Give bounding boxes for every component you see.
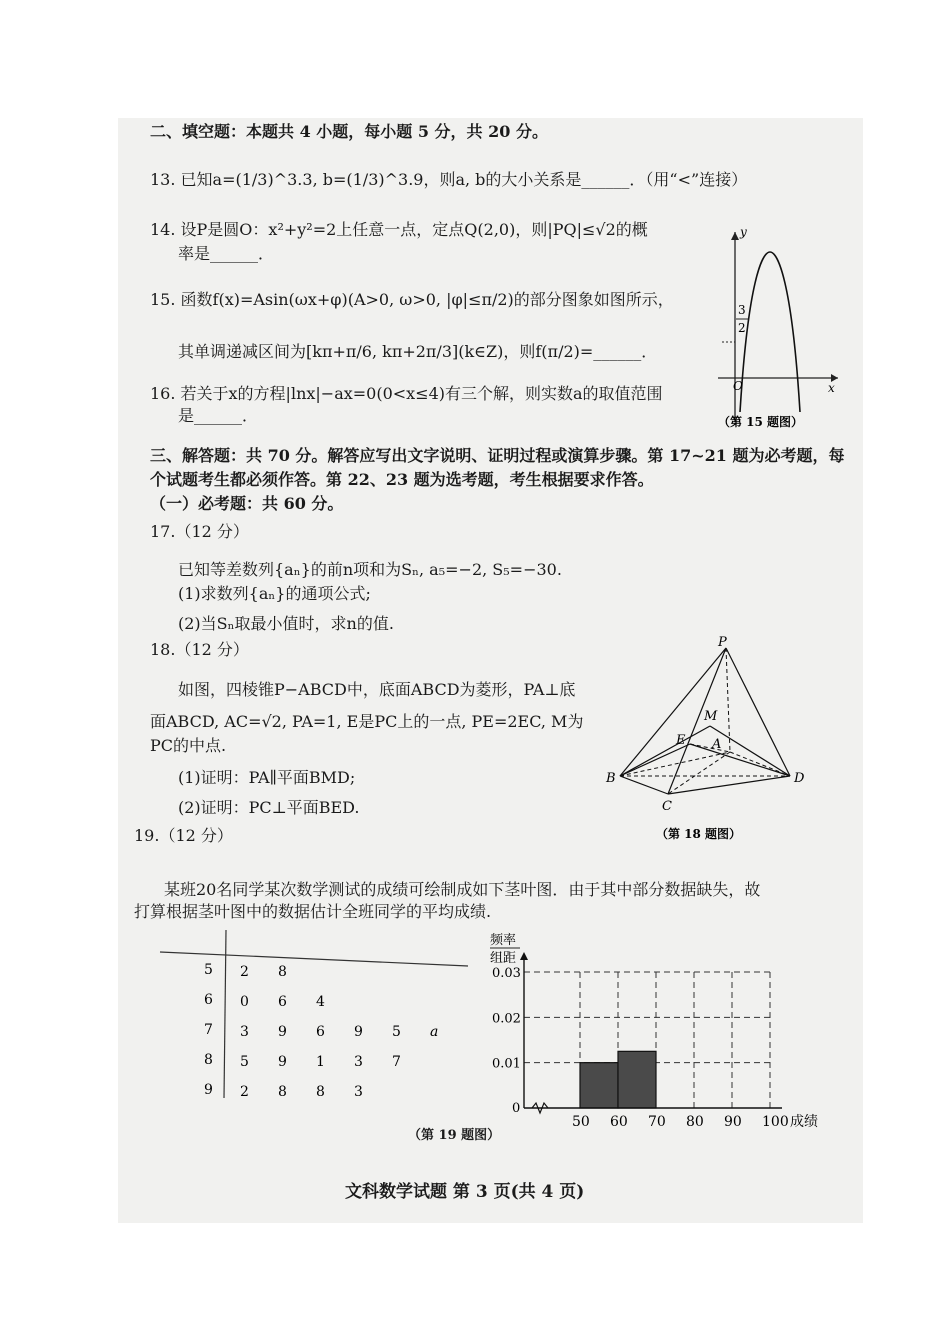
question-14-line1: 14. 设P是圆O：x²+y²=2上任意一点，定点Q(2,0)，则|PQ|≤√2的概 <box>150 220 648 239</box>
question-19-line1: 某班20名同学某次数学测试的成绩可绘制成如下茎叶图．由于其中部分数据缺失，故 <box>164 880 761 899</box>
stem-5: 5 <box>204 962 213 978</box>
question-18-part2: (2)证明：PC⊥平面BED. <box>178 798 360 817</box>
figure-18 <box>600 634 820 844</box>
leaf: 9 <box>278 1054 287 1070</box>
sine-curve <box>740 252 800 412</box>
leaf: 3 <box>354 1084 363 1100</box>
question-18-line3: PC的中点. <box>150 736 227 755</box>
x-tick-label: 90 <box>724 1114 742 1130</box>
question-17-label: 17.（12 分） <box>150 522 249 541</box>
label-C: C <box>662 799 672 814</box>
y-tick-label: 0.03 <box>492 966 521 981</box>
stem-6: 6 <box>204 992 213 1008</box>
label-D: D <box>794 771 805 786</box>
question-18-label: 18.（12 分） <box>150 640 249 659</box>
x-label: x <box>828 381 835 395</box>
question-17-part1: (1)求数列{aₙ}的通项公式; <box>178 584 371 603</box>
edge-CD <box>668 776 790 794</box>
question-14-line2: 率是______． <box>178 244 275 263</box>
leaf: 6 <box>278 994 287 1010</box>
leaf: 3 <box>240 1024 249 1040</box>
x-axis-label: 成绩 <box>790 1114 818 1130</box>
y-tick-label: 0.01 <box>492 1056 521 1072</box>
leaf: 3 <box>354 1054 363 1070</box>
origin-label: 0 <box>512 1101 521 1116</box>
question-15-line1: 15. 函数f(x)=Asin(ωx+φ)(A>0, ω>0, |φ|≤π/2)的部分图象如图所示， <box>150 290 674 309</box>
edge-ED <box>690 744 790 776</box>
edge-PD <box>726 648 790 776</box>
y-axis-arrow-icon <box>731 232 739 240</box>
question-18-line2: 面ABCD, AC=√2, PA=1, E是PC上的一点, PE=2EC, M为 <box>150 712 584 731</box>
leaf: 8 <box>278 964 287 980</box>
leaf: a <box>430 1024 439 1040</box>
edge-AD <box>730 752 790 776</box>
y-tick-label: 0.02 <box>492 1011 521 1027</box>
stem-8: 8 <box>204 1052 213 1068</box>
question-16-line1: 16. 若关于x的方程|lnx|−ax=0(0<x≤4)有三个解，则实数a的取值范围 <box>150 384 663 403</box>
question-19-label: 19.（12 分） <box>134 826 233 845</box>
required-section-heading: （一）必考题：共 60 分。 <box>150 494 344 513</box>
stem-9: 9 <box>204 1082 213 1098</box>
x-tick-label: 80 <box>686 1114 704 1130</box>
figure-19-caption: （第 19 题图） <box>408 1128 501 1143</box>
stem-7: 7 <box>204 1022 213 1038</box>
label-P: P <box>718 635 727 650</box>
leaf: 5 <box>240 1054 249 1070</box>
page-footer: 文科数学试题 第 3 页(共 4 页) <box>345 1182 585 1202</box>
frac-den: 2 <box>738 321 746 335</box>
question-19-line2: 打算根据茎叶图中的数据估计全班同学的平均成绩. <box>134 902 492 921</box>
question-17-part2: (2)当Sₙ取最小值时，求n的值. <box>178 614 394 633</box>
leaf: 6 <box>316 1024 325 1040</box>
histogram-bar <box>618 1051 656 1108</box>
section3-heading-line1: 三、解答题：共 70 分。解答应写出文字说明、证明过程或演算步骤。第 17~21 题为必考题，每 <box>150 446 845 465</box>
y-label: y <box>740 225 747 239</box>
figure-18-caption: （第 18 题图） <box>656 827 742 841</box>
label-E: E <box>676 733 686 748</box>
stem-leaf-plot <box>150 926 480 1106</box>
edge-BM <box>620 726 710 776</box>
leaf: 9 <box>278 1024 287 1040</box>
question-16-line2: 是______． <box>178 406 259 425</box>
x-tick-label: 60 <box>610 1114 628 1130</box>
leaf: 4 <box>316 994 325 1010</box>
histogram-bar <box>580 1063 618 1108</box>
question-18-line1: 如图，四棱锥P−ABCD中，底面ABCD为菱形，PA⊥底 <box>178 680 576 699</box>
section2-heading: 二、填空题：本题共 4 小题，每小题 5 分，共 20 分。 <box>150 122 548 141</box>
leaf: 2 <box>240 1084 249 1100</box>
leaf: 9 <box>354 1024 363 1040</box>
y-axis-label-bottom: 组距 <box>490 951 517 966</box>
x-tick-label: 50 <box>572 1114 590 1130</box>
question-18-part1: (1)证明：PA∥平面BMD; <box>178 768 356 787</box>
edge-BC <box>620 776 668 794</box>
label-M: M <box>704 709 718 724</box>
section3-heading-line2: 个试题考生都必须作答。第 22、23 题为选考题，考生根据要求作答。 <box>150 470 654 489</box>
question-15-line2: 其单调递减区间为[kπ+π/6, kπ+2π/3](k∈Z)，则f(π/2)=______． <box>178 342 658 361</box>
y-axis-label-top: 频率 <box>490 933 517 948</box>
leaf: 1 <box>316 1054 325 1070</box>
leaf: 5 <box>392 1024 401 1040</box>
question-17-stem: 已知等差数列{aₙ}的前n项和为Sₙ, a₅=−2, S₅=−30. <box>178 560 562 579</box>
leaf: 7 <box>392 1054 401 1070</box>
label-B: B <box>606 771 616 786</box>
leaf: 8 <box>278 1084 287 1100</box>
figure-15-caption: （第 15 题图） <box>718 415 804 429</box>
leaf: 8 <box>316 1084 325 1100</box>
figure-15 <box>700 222 850 432</box>
leaf: 2 <box>240 964 249 980</box>
x-tick-label: 70 <box>648 1114 666 1130</box>
leaf: 0 <box>240 994 249 1010</box>
edge-BE <box>620 744 690 776</box>
frac-num: 3 <box>738 303 746 317</box>
x-tick-label: 100 <box>762 1114 789 1130</box>
frequency-histogram <box>484 928 834 1130</box>
origin-label: O <box>733 379 743 393</box>
y-axis-arrow-icon <box>520 952 528 960</box>
label-A: A <box>712 737 722 752</box>
question-13: 13. 已知a=(1/3)^3.3, b=(1/3)^3.9，则a, b的大小关系是______．（用“<”连接） <box>150 170 748 189</box>
